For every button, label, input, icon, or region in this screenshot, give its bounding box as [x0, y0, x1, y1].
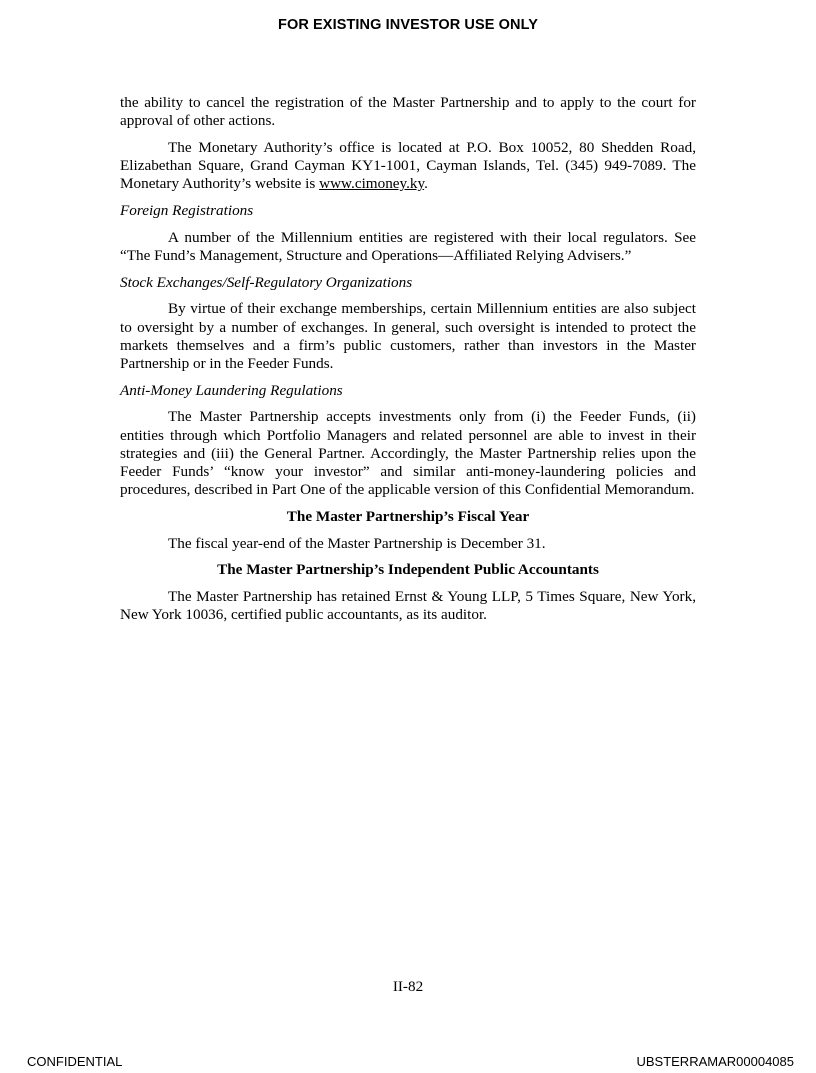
heading-fiscal-year: The Master Partnership’s Fiscal Year [286, 507, 530, 525]
monetary-authority-period: . [424, 175, 428, 193]
monetary-authority-text: The Monetary Authority’s office is located at P.O. Box 10052, 80 Shedden Road, Elizabethan Square, Grand Cayman KY1-1001, Cayman Islands, Tel. (345) 949-7089. The Monetary Authority’s website is [120, 138, 696, 193]
paragraph-anti-money-laundering: The Master Partnership accepts investments only from (i) the Feeder Funds, (ii) entities through which Portfolio Managers and related personnel are able to invest in their strategies and (iii) the General Partner. Accordingly, the Master Partnership relies upon the Feeder Funds’ “know your investor” and similar anti-money-laundering policies and procedures, described in Part One of the applicable version of this Confidential Memorandum. [120, 408, 696, 499]
heading-anti-money-laundering: Anti-Money Laundering Regulations [120, 381, 343, 399]
paragraph-stock-exchanges: By virtue of their exchange memberships, certain Millennium entities are also subject to oversight by a number of exchanges. In general, such oversight is intended to protect the markets themselves and a firm’s public customers, rather than investors in the Master Partnership or in the Feeder Funds. [120, 300, 696, 372]
heading-stock-exchanges: Stock Exchanges/Self-Regulatory Organizations [120, 273, 413, 291]
paragraph-cancel-registration: the ability to cancel the registration of the Master Partnership and to apply to the court for approval of other actions. [120, 94, 696, 130]
page-number: II-82 [392, 978, 424, 995]
heading-independent-accountants: The Master Partnership’s Independent Public Accountants [217, 561, 599, 579]
paragraph-foreign-registrations: A number of the Millennium entities are registered with their local regulators. See “The Fund’s Management, Structure and Operations—Affiliated Relying Advisers.” [120, 228, 696, 264]
paragraph-monetary-authority [120, 139, 696, 194]
bates-number: UBSTERRAMAR00004085 [636, 1054, 794, 1069]
investor-use-banner: FOR EXISTING INVESTOR USE ONLY [277, 17, 539, 33]
document-body [120, 94, 696, 633]
heading-foreign-registrations: Foreign Registrations [120, 202, 254, 220]
confidential-label: CONFIDENTIAL [27, 1054, 123, 1069]
paragraph-fiscal-year: The fiscal year-end of the Master Partnership is December 31. [168, 534, 546, 552]
paragraph-independent-accountants: The Master Partnership has retained Ernst & Young LLP, 5 Times Square, New York, New York 10036, certified public accountants, as its auditor. [120, 587, 696, 624]
cimoney-website-link[interactable]: www.cimoney.ky [319, 175, 425, 193]
